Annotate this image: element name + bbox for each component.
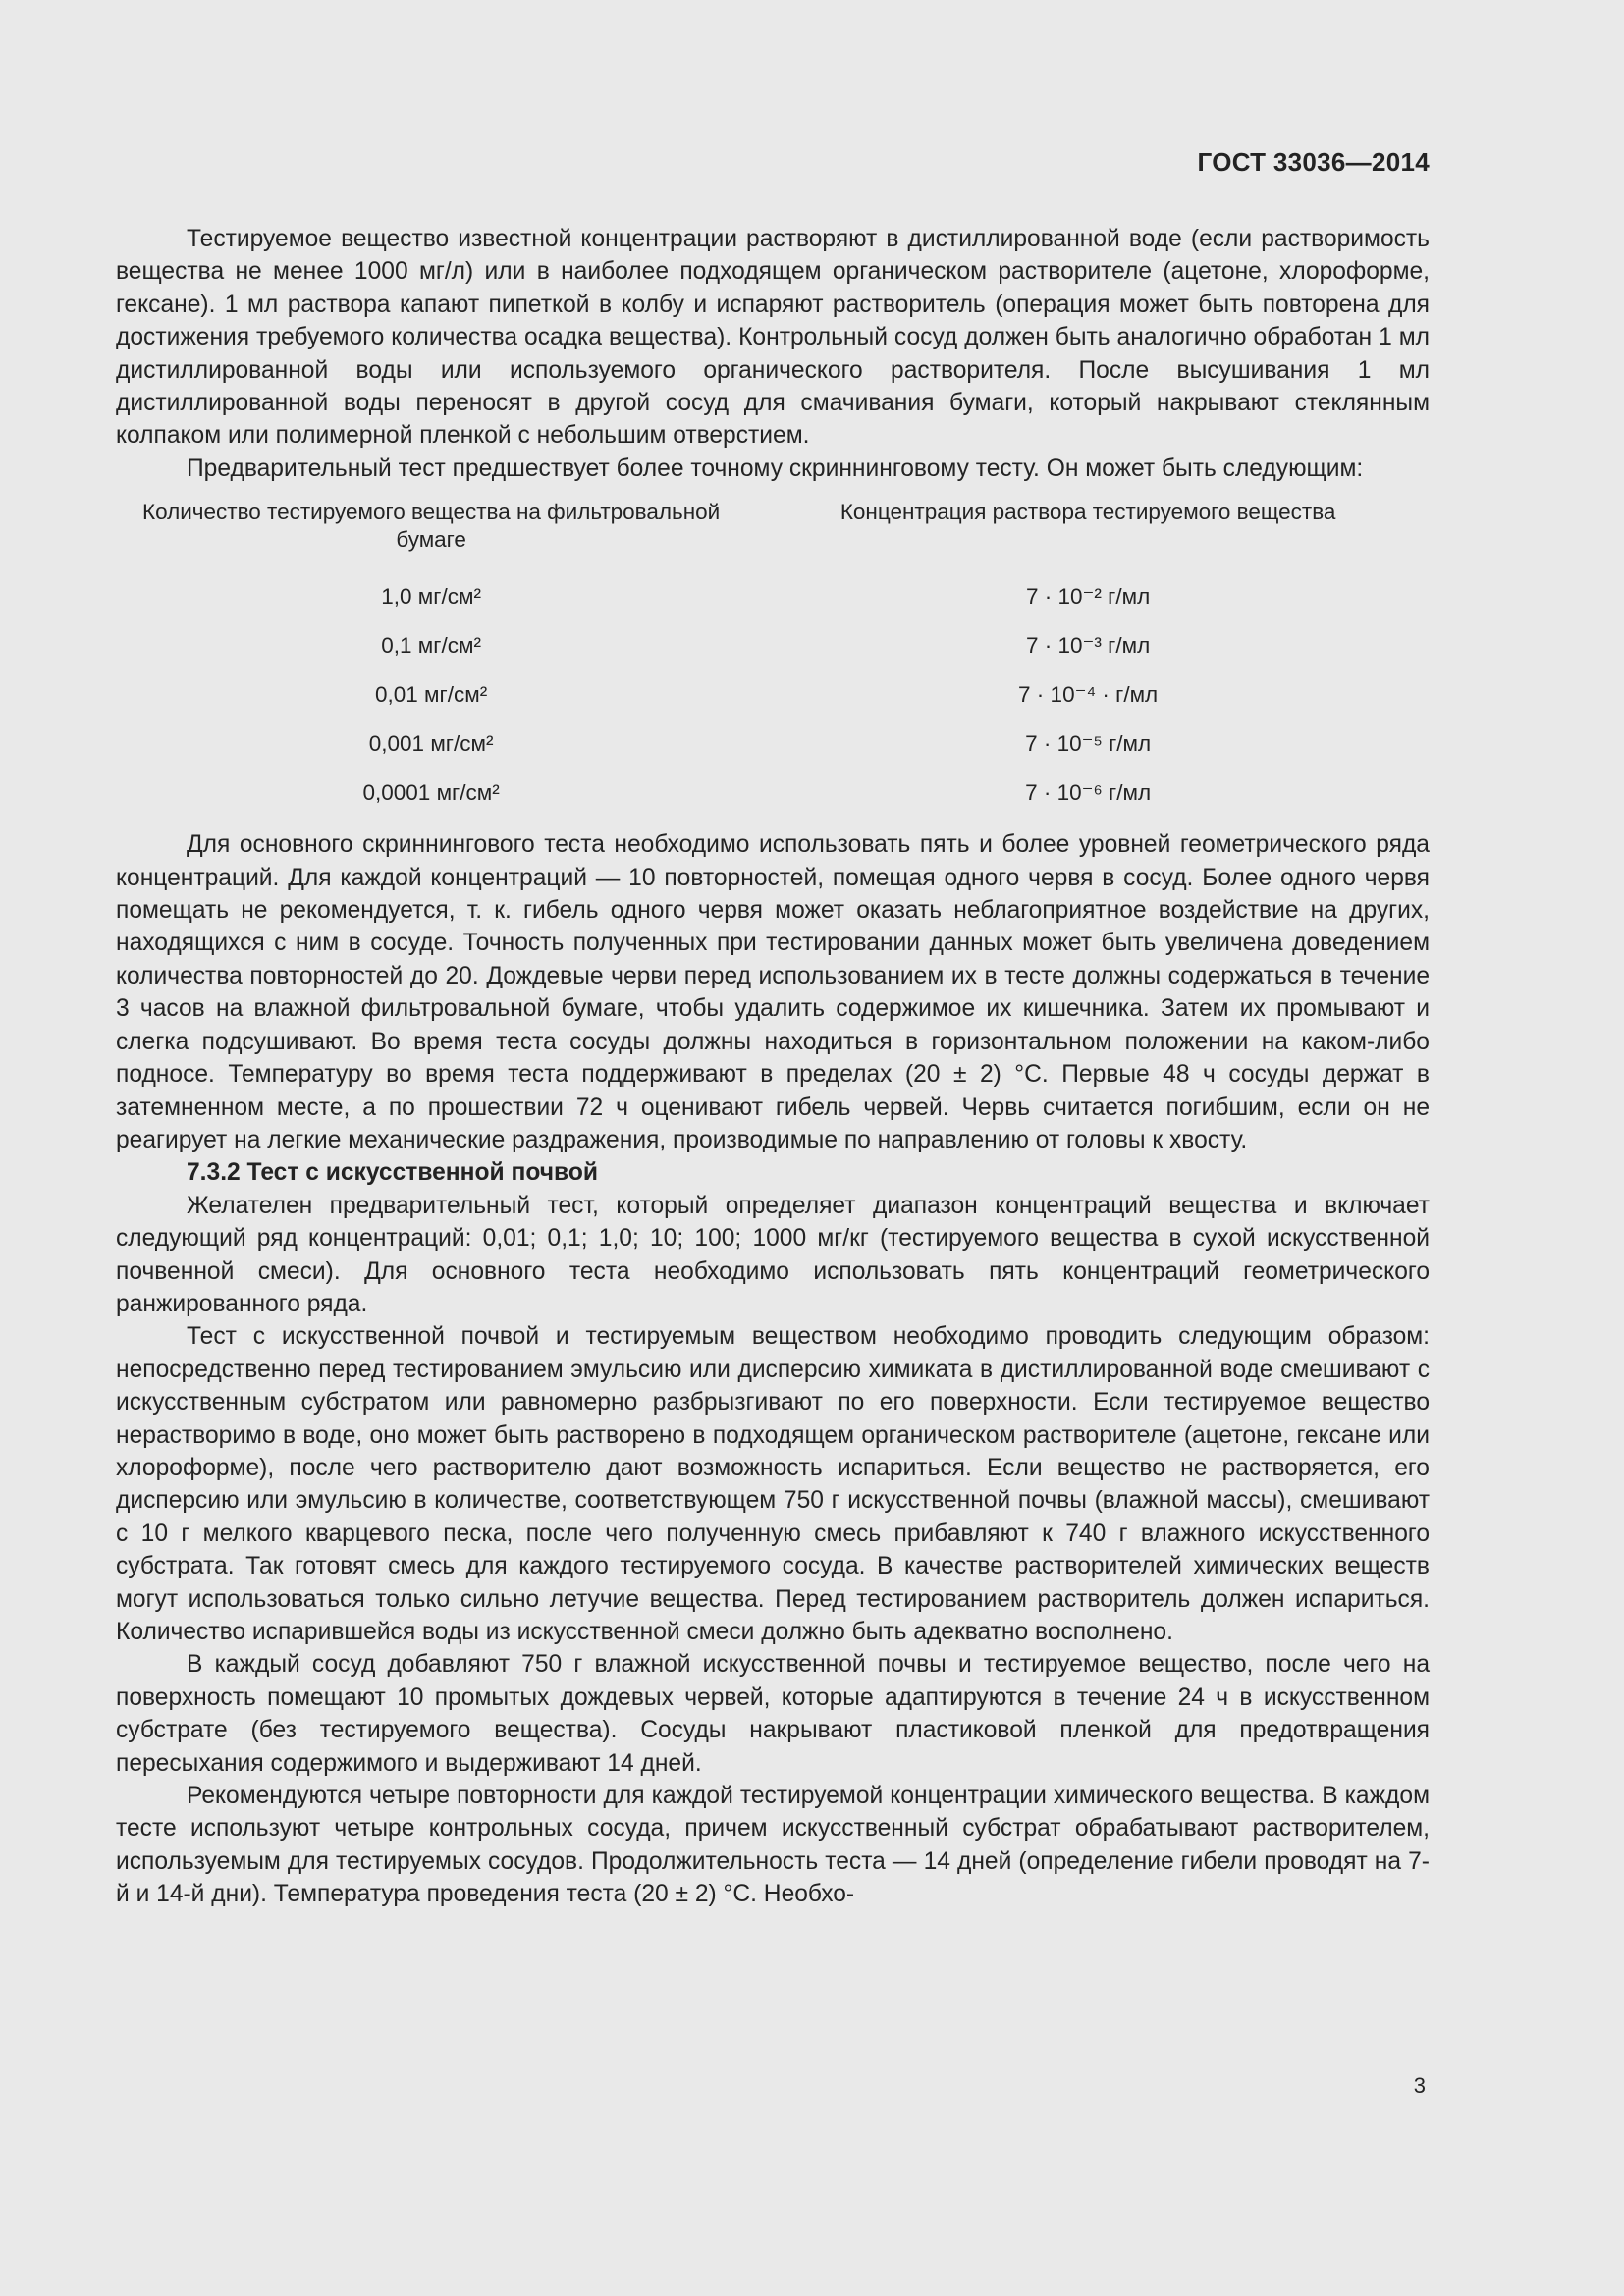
table-row — [116, 719, 1430, 768]
table-cell-concentration: 7 · 10⁻³ г/мл — [1026, 632, 1151, 658]
table-row — [116, 571, 1430, 620]
table-cell-amount: 0,0001 мг/см² — [362, 779, 500, 805]
table-cell-amount: 1,0 мг/см² — [381, 583, 481, 609]
paragraph-solution-prep: Тестируемое вещество известной концентрации растворяют в дистиллированной воде (если растворимость вещества не менее 1000 мг/л) или в наиболее подходящем органическом растворителе (ацетоне, хлороформе, гексане). 1 мл раствора капают пипеткой в колбу и испаряют растворитель (операция может быть повторена для достижения требуемого количества осадка вещества). Контрольный сосуд должен быть аналогично обработан 1 мл дистиллированной воды или используемого органического растворителя. После высушивания 1 мл дистиллированной воды переносят в другой сосуд для смачивания бумаги, который накрывают стеклянным колпаком или полимерной пленкой с небольшим отверстием. — [116, 226, 1430, 450]
paragraph-screening-test: Для основного скриннингового теста необходимо использовать пять и более уровней геометрического ряда концентраций. Для каждой концентраций — 10 повторностей, помещая одного червя в сосуд. Более одного червя помещать не рекомендуется, т. к. гибель одного червя может оказать неблагоприятное воздействие на других, находящихся с ним в сосуде. Точность полученных при тестировании данных может быть увеличена доведением количества повторностей до 20. Дождевые черви перед использованием их в тесте должны содержаться в течение 3 часов на влажной фильтровальной бумаге, чтобы удалить содержимое их кишечника. Затем их промывают и слегка подсушивают. Во время теста сосуды должны находиться в горизонтальном положении на каком-либо подносе. Температуру во время теста поддерживают в пределах (20 ± 2) °С. Первые 48 ч сосуды держат в затемненном месте, а по прошествии 72 ч оценивают гибель червей. Червь считается погибшим, если он не реагирует на легкие механические раздражения, производимые по направлению от головы к хвосту. — [116, 831, 1430, 1153]
standard-header: ГОСТ 33036—2014 — [1197, 147, 1430, 177]
table-cell-concentration: 7 · 10⁻⁵ г/мл — [1025, 730, 1152, 756]
table-cell-concentration: 7 · 10⁻⁴ · г/мл — [1018, 681, 1159, 707]
table-cell-concentration: 7 · 10⁻² г/мл — [1026, 583, 1151, 609]
concentration-table — [116, 499, 1430, 817]
table-row — [116, 669, 1430, 719]
table-header-concentration: Концентрация раствора тестируемого вещества — [839, 500, 1336, 525]
body-text — [116, 223, 1430, 1911]
table-header-row — [116, 499, 1430, 571]
table-row — [116, 768, 1430, 817]
paragraph-replicates: Рекомендуются четыре повторности для каждой тестируемой концентрации химического вещества. В каждом тесте используют четыре контрольных сосуда, причем искусственный субстрат обрабатывают растворителем, используемым для тестируемых сосудов. Продолжительность теста — 14 дней (определение гибели проводят на 7-й и 14-й дни). Температура проведения теста (20 ± 2) °С. Необхо- — [116, 1783, 1430, 1908]
paragraph-artificial-soil-procedure: Тест с искусственной почвой и тестируемым веществом необходимо проводить следующим образом: непосредственно перед тестированием эмульсию или дисперсию химиката в дистиллированной воде смешивают с искусственным субстратом или равномерно разбрызгивают по его поверхности. Если тестируемое вещество нерастворимо в воде, оно может быть растворено в подходящем органическом растворителе (ацетоне, гексане или хлороформе), после чего растворителю дают возможность испариться. Если вещество не растворяется, его дисперсию или эмульсию в количестве, соответствующем 750 г искусственной почвы (влажной массы), смешивают с 10 г мелкого кварцевого песка, после чего полученную смесь прибавляют к 740 г влажного искусственного субстрата. Так готовят смесь для каждого тестируемого сосуда. В качестве растворителей химических веществ могут использоваться только сильно летучие вещества. Перед тестированием растворитель должен испариться. Количество испарившейся воды из искусственной смеси должно быть адекватно восполнено. — [116, 1323, 1430, 1645]
paragraph-worm-placement: В каждый сосуд добавляют 750 г влажной искусственной почвы и тестируемое вещество, после чего на поверхность помещают 10 промытых дождевых червей, которые адаптируются в течение 24 ч в искусственном субстрате (без тестируемого вещества). Сосуды накрывают пластиковой пленкой для предотвращения пересыхания содержимого и выдерживают 14 дней. — [116, 1651, 1430, 1777]
table-row — [116, 620, 1430, 669]
table-cell-amount: 0,001 мг/см² — [368, 730, 494, 756]
table-header-amount: Количество тестируемого вещества на фильтровальной бумаге — [141, 500, 721, 553]
table-cell-concentration: 7 · 10⁻⁶ г/мл — [1025, 779, 1152, 805]
table-cell-amount: 0,1 мг/см² — [381, 632, 481, 658]
table-cell-amount: 0,01 мг/см² — [375, 681, 488, 707]
paragraph-artificial-soil-intro: Желателен предварительный тест, который определяет диапазон концентраций вещества и включает следующий ряд концентраций: 0,01; 0,1; 1,0; 10; 100; 1000 мг/кг (тестируемого вещества в сухой искусственной почвенной смеси). Для основного теста необходимо использовать пять концентраций геометрического ранжированного ряда. — [116, 1192, 1430, 1317]
section-heading: 7.3.2 Тест с искусственной почвой — [187, 1159, 598, 1187]
page-number: 3 — [1413, 2073, 1426, 2098]
paragraph-preliminary-test: Предварительный тест предшествует более точному скриннинговому тесту. Он может быть следующим: — [187, 454, 1364, 482]
